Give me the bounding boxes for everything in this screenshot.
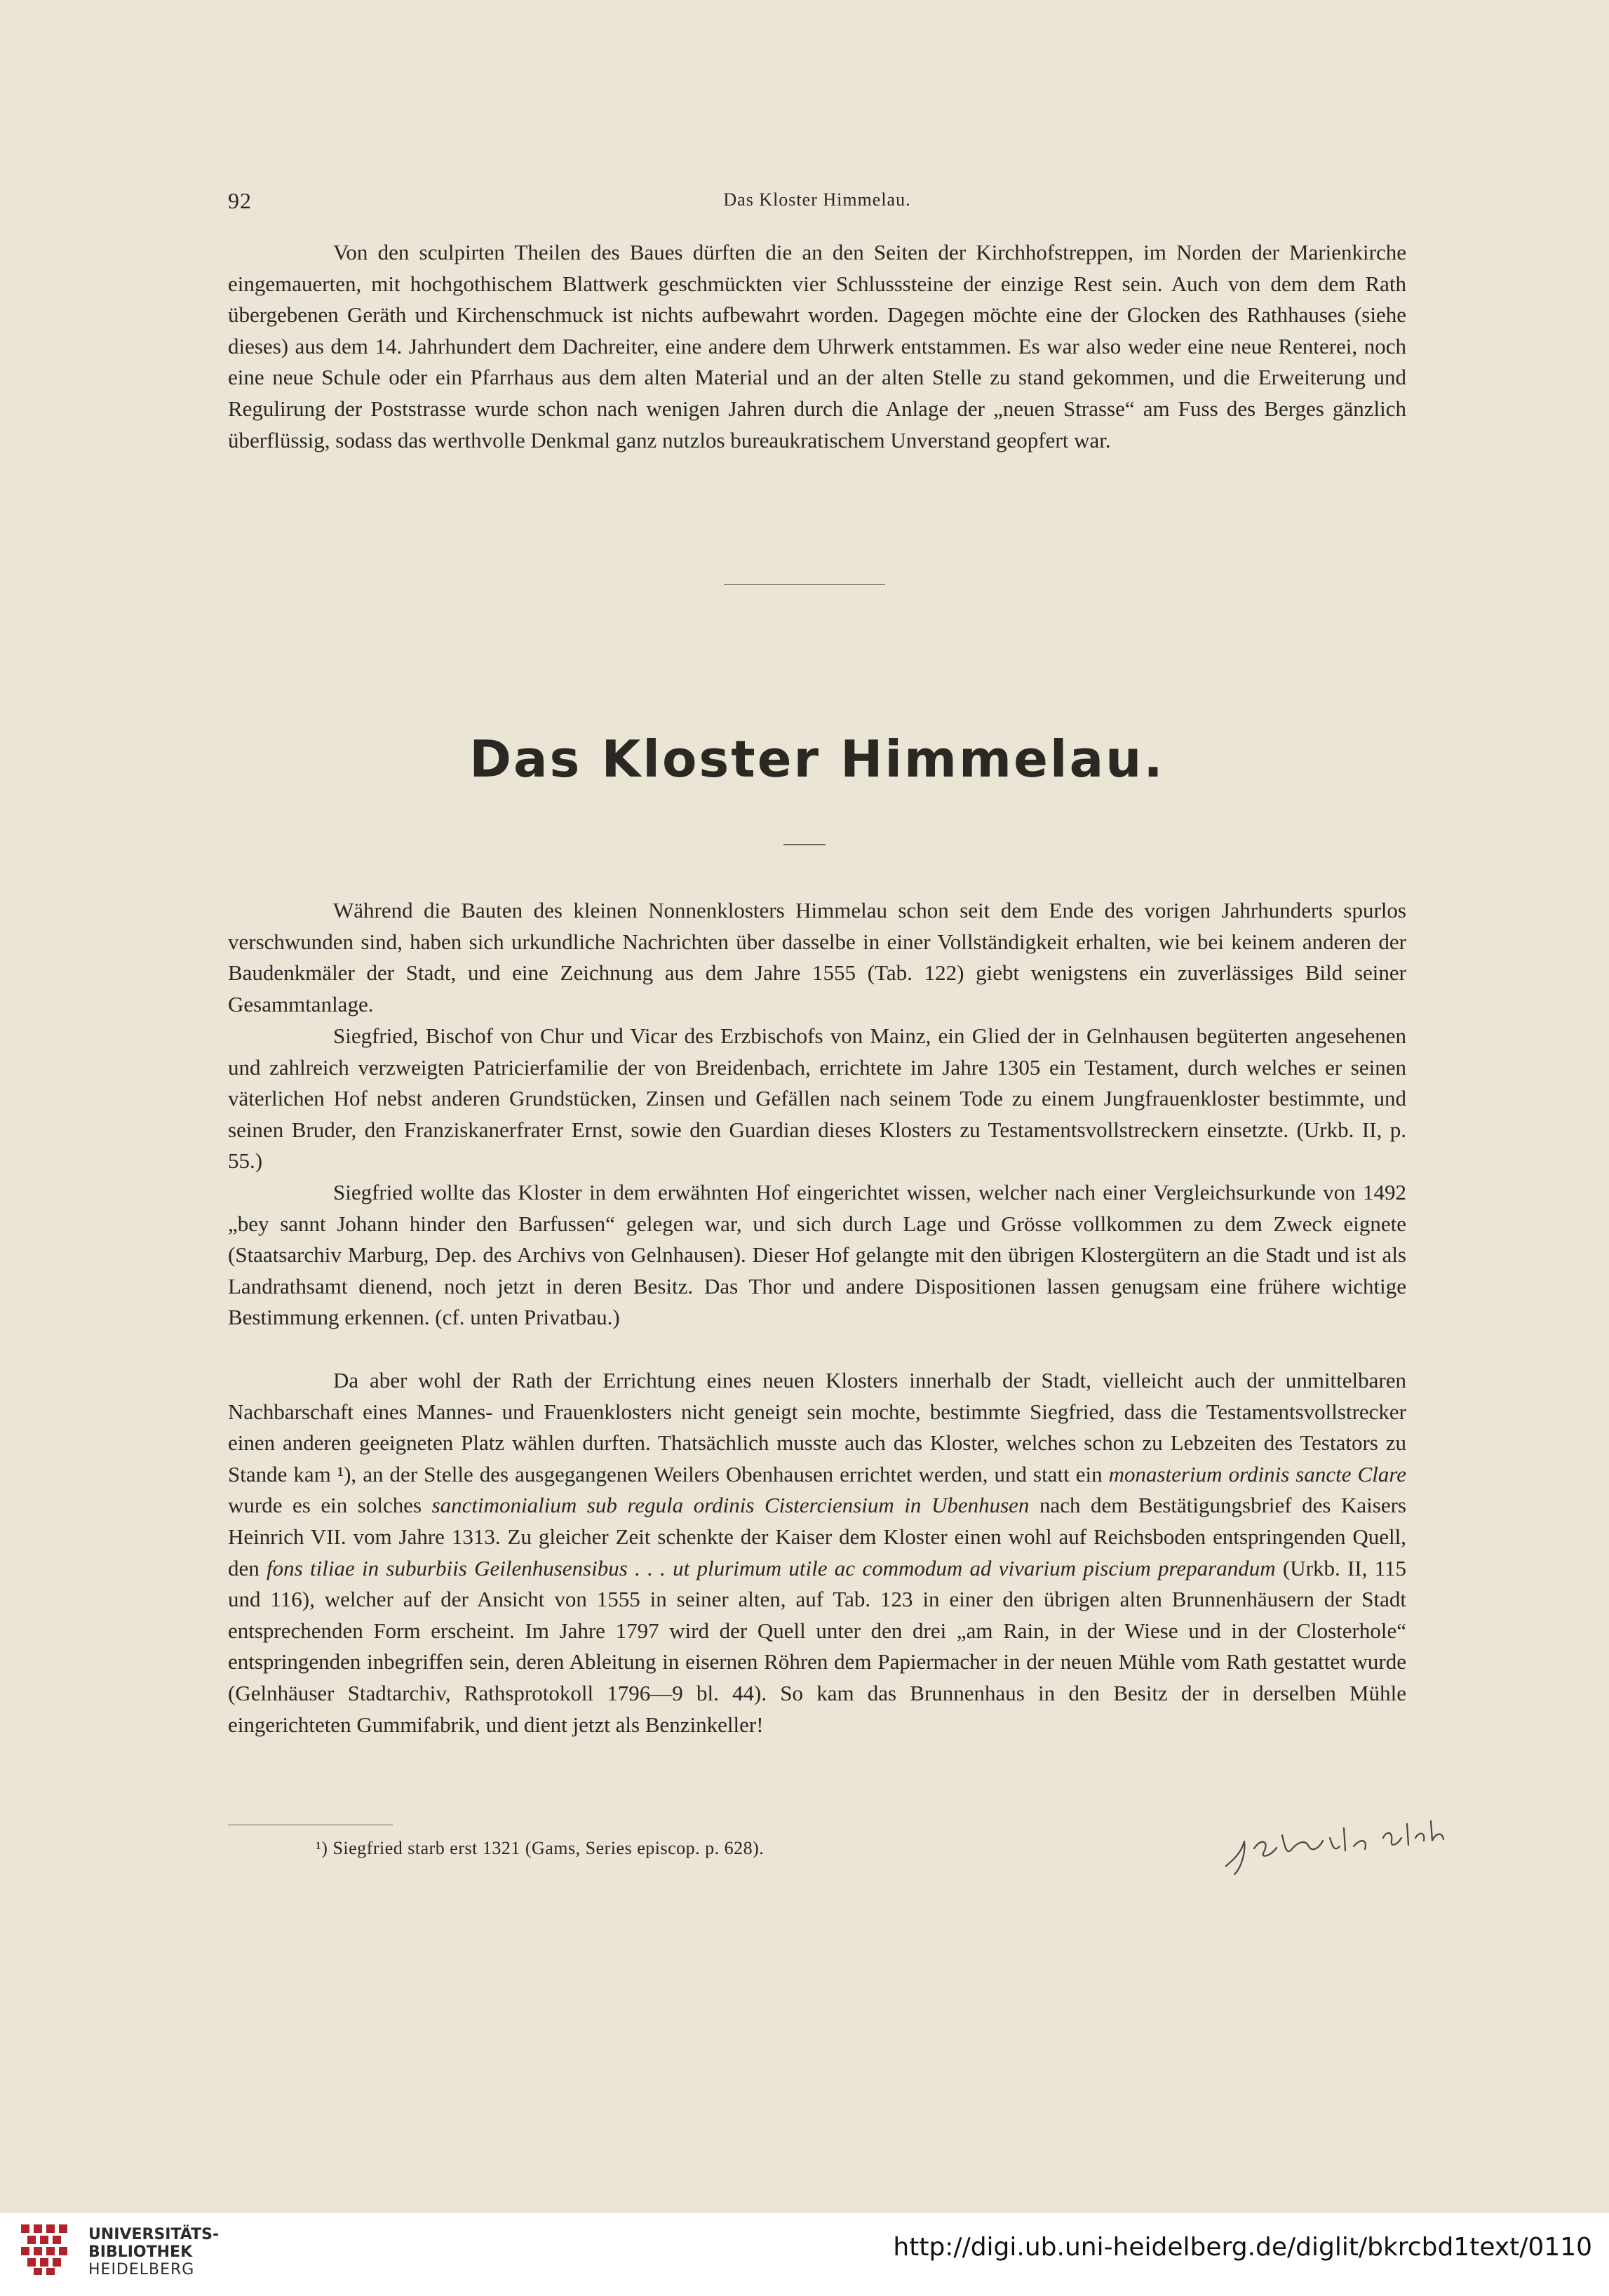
latin-quote: sanctimonialium sub regula ordinis Cisterciensium in Ubenhusen [431, 1493, 1030, 1518]
body-paragraph-3: Siegfried wollte das Kloster in dem erwähnten Hof eingerichtet wissen, welcher nach einer Vergleichsurkunde von 1492 „bey sannt Johann hinder den Barfussen“ gelegen war, und sich durch Lage und Grösse vollkommen zu dem Zweck eignete (Staatsarchiv Marburg, Dep. des Archivs von Gelnhausen). Dieser Hof gelangte mit den übrigen Klostergütern an die Stadt und ist als Landrathsamt dienend, noch jetzt in deren Besitz. Das Thor und andere Dispositionen lassen genugsam eine frühere wichtige Bestimmung erkennen. (cf. unten Privatbau.) [228, 1180, 1406, 1330]
body-text: (Urkb. II, 115 und 116), welcher auf der Ansicht von 1555 in seiner alten, auf Tab. 123 in einer den übrigen alten Brunnenhäusern der Stadt entsprechenden Form erscheint. Im Jahre 1797 wird der Quell unter den drei „am Rain, in der Wiese und in der Closterhole“ entspringenden inbegriffen sein, deren Ableitung in eisernen Röhren dem Papiermacher in der neuen Mühle vom Rath gestattet wurde (Gelnhäuser Stadtarchiv, Rathsprotokoll 1796—9 bl. 44). So kam das Brunnenhaus in den Besitz der in derselben Mühle eingerichteten Gummifabrik, und dient jetzt als Benzinkeller! [228, 1555, 1406, 1737]
latin-quote: fons tiliae in suburbiis Geilenhusensibus . . . ut plurimum utile ac commodum ad vivarium piscium preparandum [267, 1555, 1276, 1580]
university-library-logo-icon [18, 2222, 74, 2278]
section-title: Das Kloster Himmelau. [469, 730, 1165, 788]
library-name-line: BIBLIOTHEK [88, 2243, 193, 2261]
body-paragraph-4 [228, 1365, 1406, 1740]
page-number: 92 [228, 188, 252, 213]
latin-quote: monasterium ordinis sancte Clare [1108, 1461, 1406, 1486]
intro-paragraph: Von den sculpirten Theilen des Baues dürften die an den Seiten der Kirchhofstreppen, im Norden der Marienkirche eingemauerten, mit hochgothischem Blattwerk geschmückten vier Schlusssteine der einzige Rest sein. Auch von dem dem Rath übergebenen Geräth und Kirchenschmuck ist nichts aufbewahrt worden. Dagegen möchte eine der Glocken des Rathhauses (siehe dieses) aus dem 14. Jahrhundert dem Dachreiter, eine andere dem Uhrwerk entstammen. Es war also weder eine neue Renterei, noch eine neue Schule oder ein Pfarrhaus aus dem alten Material und an der alten Stelle zu stand gekommen, und die Erweiterung und Regulirung der Poststrasse wurde schon nach wenigen Jahren durch die Anlage der „neuen Strasse“ am Fuss des Berges gänzlich überflüssig, sodass das werthvolle Denkmal ganz nutzlos bureaukratischem Unverstand geopfert war. [228, 240, 1406, 452]
library-name [88, 2226, 219, 2278]
handwritten-annotation [1220, 1810, 1459, 1887]
separator-rule [724, 584, 885, 585]
body-paragraph-2: Siegfried, Bischof von Chur und Vicar des Erzbischofs von Mainz, ein Glied der in Gelnhausen begüterten angesehenen und zahlreich verzweigten Patricierfamilie der von Breidenbach, errichtete im Jahre 1305 ein Testament, durch welches er seinen väterlichen Hof nebst anderen Grundstücken, Zinsen und Gefällen nach seinem Tode zu einem Jungfrauenkloster bestimmte, und seinen Bruder, den Franziskanerfrater Ernst, sowie den Guardian dieses Klosters zu Testamentsvollstreckern einsetzte. (Urkb. II, p. 55.) [228, 1023, 1406, 1174]
footnote: ¹) Siegfried starb erst 1321 (Gams, Series episcop. p. 628). [316, 1838, 765, 1858]
library-name-line: UNIVERSITÄTS- [88, 2226, 220, 2243]
library-footer [0, 2213, 1609, 2296]
body-paragraph-1: Während die Bauten des kleinen Nonnenklosters Himmelau schon seit dem Ende des vorigen Jahrhunderts spurlos verschwunden sind, haben sich urkundliche Nachrichten über dasselbe in einer Vollständigkeit erhalten, wie bei keinem anderen der Baudenkmäler der Stadt, und eine Zeichnung aus dem Jahre 1555 (Tab. 122) giebt wenigstens ein zuverlässiges Bild seiner Gesammtanlage. [228, 898, 1406, 1016]
source-url-link[interactable]: http://digi.ub.uni-heidelberg.de/diglit/bkrcbd1text/0110 [893, 2233, 1592, 2262]
page-header [228, 188, 1406, 223]
library-name-line: HEIDELBERG [88, 2261, 195, 2278]
running-head: Das Kloster Himmelau. [723, 189, 911, 210]
body-text: Da aber wohl der Rath der Errichtung eines neuen Klosters innerhalb der Stadt, vielleicht auch der unmittelbaren Nachbarschaft eines Mannes- und Frauenklosters nicht geneigt sein mochte, bestimmte Siegfried, dass die Testamentsvollstrecker einen anderen geeigneten Platz wählen durften. Thatsächlich musste auch das Kloster, welches schon zu Lebzeiten des Testators zu Stande kam ¹), an der Stelle des ausgegangenen Weilers Obenhausen errichtet werden, und statt ein [228, 1368, 1406, 1486]
title-rule [783, 844, 826, 845]
body-text: wurde es ein solches [228, 1493, 432, 1518]
body-text: nach dem Bestätigungsbrief des Kaisers Heinrich VII. vom Jahre 1313. Zu gleicher Zeit schenkte der Kaiser dem Kloster einen wohl auf Reichsboden entspringenden Quell, den [228, 1493, 1406, 1580]
